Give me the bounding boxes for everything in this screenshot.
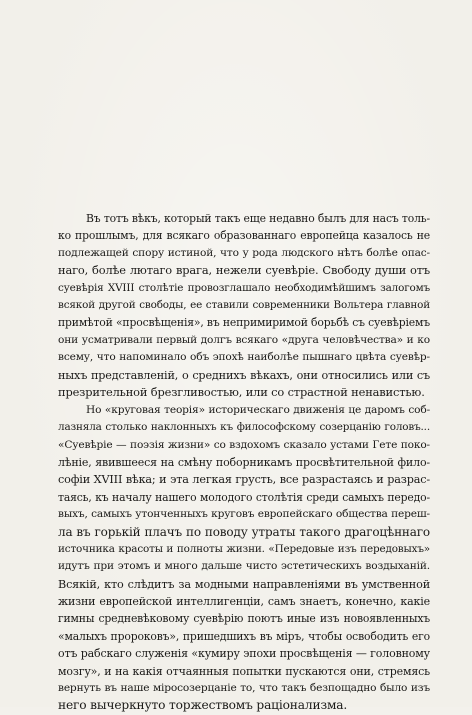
text-line: Но «круговая теорія» историческаго движенія це даромъ соб- (86, 403, 430, 416)
text-line: презрительной брезгливостью, или со страстной ненавистью. (58, 384, 425, 399)
paragraph-2 (58, 402, 430, 715)
text-line: ла въ горькій плачъ по поводу утраты такого драгоцѣннаго (58, 524, 430, 539)
text-line: суевѣрія XVIII столѣтіе провозглашало необходимѣйшимъ залогомъ (58, 281, 430, 294)
text-line: подлежащей спору истиной, что у рода людского нѣтъ болѣе опас- (58, 246, 430, 259)
text-line: ныхъ представленій, о среднихъ вѣкахъ, они относились или съ (58, 368, 430, 382)
text-line: жизни европейской интеллигенціи, самъ знаетъ, конечно, какіе (58, 595, 430, 609)
text-line: вернуть въ наше міросозерцаніе то, что такъ безпощадно было изъ (58, 682, 430, 695)
text-line: источника красоты и полноты жизни. «Передовые изъ передовыхъ» (58, 542, 430, 555)
text-line: выхъ, самыхъ утонченныхъ круговъ европейскаго общества переш- (58, 508, 430, 521)
paragraph-1 (58, 210, 430, 401)
text-line: гимны средневѣковому суевѣрію поютъ иные изъ новоявленныхъ (58, 612, 430, 626)
text-line: софіи XVIII вѣка; и эта легкая грусть, все разрастаясь и разрас- (58, 473, 430, 487)
text-line: лѣніе, явившееся на смѣну поборникамъ просвѣтительной фило- (58, 455, 430, 469)
text-line: идутъ при этомъ и много дальше чисто эстетическихъ воздыханій. (58, 560, 430, 573)
text-line: всему, что напоминало объ эпохѣ наиболѣе пышнаго цвѣта суевѣр- (58, 351, 430, 364)
text-line: примѣтой «просвѣщенія», въ непримиримой борьбѣ съ суевѣріемъ (58, 316, 431, 330)
text-line: всякой другой свободы, ее ставили современники Вольтера главной (58, 298, 430, 311)
text-line: отъ рабскаго служенія «кумиру эпохи просвѣщенія — головному (58, 647, 430, 661)
text-line: Въ тотъ вѣкъ, который такъ еще недавно былъ для насъ толь- (86, 212, 430, 225)
text-line: «Суевѣріе — поэзія жизни» со вздохомъ сказало устами Гете поко- (58, 438, 430, 451)
text-line: они усматривали первый долгъ всякаго «друга человѣчества» и ко (58, 333, 430, 346)
body-text (58, 210, 430, 715)
text-line: наго, болѣе лютаго врага, нежели суевѣріе. Свободу души отъ (58, 263, 430, 278)
text-line: лазняла столько наклонныхъ къ философскому созерцанію головъ... (58, 421, 430, 434)
text-line: него вычеркнуто торжествомъ раціонализма. (58, 698, 348, 713)
text-line: «малыхъ пророковъ», пришедшихъ въ міръ, чтобы освободить его (58, 629, 430, 643)
text-line: Всякій, кто слѣдитъ за модными направленіями въ умственной (58, 577, 430, 591)
text-line: ко прошлымъ, для всякаго образованнаго европейца казалось не (58, 229, 430, 243)
text-line: мозгу», и на какія отчаянныя попытки пускаются они, стремясь (58, 664, 430, 678)
text-line: таясь, къ началу нашего молодого столѣтія среди самыхъ передо- (58, 490, 430, 504)
